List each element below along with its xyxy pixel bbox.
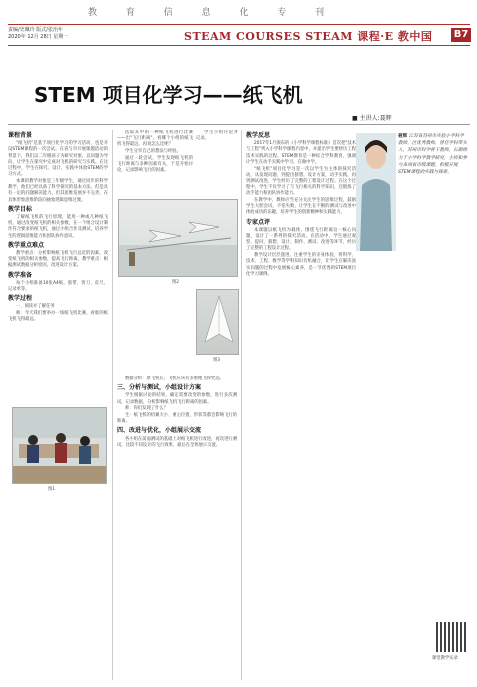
heading-background: 课程背景	[8, 132, 33, 139]
article-headline: STEM 项目化学习——纸飞机	[34, 83, 303, 107]
paragraph: 本课的教学对象是三年级学生，通过同步的科学教学，他们已经具备了科学探究的基本方法，但是具有一定的问题解决能力，但其思维发展并不完善，在具体形象思维阶段向抽象逻辑思维过渡。	[8, 178, 108, 203]
column-1	[8, 130, 108, 680]
paragraph: 学生分享自己的想法与经验。	[125, 149, 181, 155]
paragraph: 本课题以纸飞机为载体，围绕飞行距离这一核心问题，设计了一系列的探究活动。在活动中，学生通过观察、提问、猜想、设计、制作、测试、改进等环节，经历了完整的工程设计过程。	[246, 227, 356, 252]
figure-paper-plane-test	[118, 199, 238, 277]
paragraph: 在教学中，教师应当充分关注学生的思维过程，鼓励学生大胆尝试，不怕失败，让学生在不断的测试与改进中体验成功的乐趣，培养学生的创新精神和实践能力。	[246, 198, 356, 216]
paragraph: 教学设计层层递进，注重学生的亲身体验，将科学、技术、工程、数学等学科知识有机融合，让学生在解决真实问题的过程中发展核心素养，是一节优秀的STEM项目化学习课例。	[246, 253, 356, 277]
author-name: 聂辉	[398, 134, 408, 139]
masthead-rule-bottom	[8, 45, 470, 46]
masthead	[0, 0, 477, 22]
paragraph: "纸飞机"项目化学习是一次以学生为主体的探究活动，从发现问题，到提出猜想，设计方案，动手实践，再到测试改进，学生经历了完整的工程设计过程。在这个过程中，学生不仅学习了与飞行相关的科学知识，还锻炼了动手能力和团队协作能力。	[246, 166, 356, 197]
author-portrait	[356, 133, 396, 251]
heading-step4: 四、改进与优化，小组展示交流	[117, 427, 202, 435]
figure-2-caption: 图2	[172, 280, 180, 285]
paragraph: 2017年1月颁布的《小学科学课程标准》首次把"技术与工程"列入小学科学课程内容中，并提出学生要经历工程技术实践的过程。STEM教育是一种综合学科教育，强调让学生在动手实践中学习，在做中学。	[246, 141, 356, 165]
column-3	[246, 130, 356, 680]
heading-goal: 教学目标	[8, 205, 33, 213]
article-presenter: ■ 主讲人:聂辉	[352, 115, 392, 122]
author-bio	[398, 133, 468, 176]
figure-1-caption: 图1	[48, 487, 56, 492]
masthead-meta	[8, 27, 68, 41]
qr-caption: 课堂教学实录	[432, 656, 458, 661]
qr-code-icon[interactable]	[436, 622, 466, 652]
paragraph: 通过一轮尝试，学生发现纸飞机的飞行距离与多种因素有关，于是开始讨论，记录影响飞行的因素。	[117, 155, 193, 174]
column-2-side	[196, 130, 238, 190]
paragraph: "纸飞机"是基于项目化学习的学习活动，也是开设STEM课程的一次尝试。在省与市开展课题活动的背景下，我们以二年级孩子为研究对象，以问题为导向，让学生在探究中完成对飞机的研究与实践。在这过程中，学生在探究、设计、实践中体验STEM的学习方式。	[8, 141, 108, 178]
headline-rule	[8, 124, 470, 125]
paragraph: 了解纸飞机的飞行原理，能用一种或几种纸飞机，通过改变纸飞机的相关参数，在一个组合设计制作符合要求的纸飞机，通过小组合作及测试，培养学生的逻辑思维能力和团队协作意识。	[8, 214, 108, 239]
paragraph: 一、阅读并了解任务	[16, 304, 55, 310]
paragraph: 学生小组讨论并记录。	[196, 130, 238, 142]
section-title: 教 育 信 息 化 专 刊	[88, 8, 338, 18]
heading-expert-comment: 专家点评	[246, 218, 271, 226]
paragraph: 教学重点：分析影响纸飞机飞行远近的因素，改变纸飞机的相关参数，提高飞行距离。教学难点：根据测试数据分析原因，改进设计方案。	[8, 250, 108, 269]
paragraph: 每个小组准备10张A4纸，胶带、剪刀、皮尺、记录单等。	[8, 280, 108, 292]
paragraph: 学生根据讨论的结果，确定需要改变的参数，进行多次测试，记录数据，分析影响纸飞机飞行距离的因素。	[117, 393, 237, 405]
masthead-rule	[8, 24, 470, 25]
classroom-illustration	[13, 408, 107, 484]
paragraph: 选取其中的一种纸飞机进行比赛——出"飞行距离"，看哪个小组的纸飞机飞得最远，再说怎么比呢？	[117, 130, 193, 148]
heading-reflection: 教学反思	[246, 132, 271, 139]
portrait-illustration	[356, 133, 396, 251]
brand-banner: STEAM COURSES STEAM 课程·E 教中国	[184, 30, 433, 43]
figure-classroom-photo	[12, 407, 107, 484]
paragraph: 数据分析：原飞机在，飞机应该有多重地飞得更远。	[125, 376, 224, 381]
heading-step3: 三、分析与测试，小组设计方案	[117, 384, 202, 392]
column-2-lower	[117, 376, 237, 682]
paragraph: 各小组在前面测试的基础上对纸飞机进行改进，再次进行测试，比较不同设计的飞行效果，最后在全班展示交流。	[117, 436, 237, 448]
editor-line: 责编/史珮玲 版式/张治年	[8, 27, 63, 33]
figure-3-caption: 图3	[213, 358, 221, 363]
date-line: 2020年 12月 28日 星期一	[8, 34, 69, 40]
paragraph: 师：今天我们要举办一场纸飞机比赛，看谁的纸飞机飞得最远。	[8, 311, 108, 323]
author-bio-text: 江苏省苏州市实验小学科学教师，区优秀教师，曾任学科带头人、苏州市科学骨干教师。长期致力于小学科学教学研究，主持和参与多项省市级课题，积极开展STEM课程的实践与探索。	[398, 134, 467, 176]
paragraph: 师：你们发现了什么？	[125, 406, 168, 412]
paragraph: 生：纸飞机的机翼大小、重心位置、形状等都会影响飞行的距离。	[117, 413, 237, 425]
plane-closeup-illustration	[197, 290, 239, 355]
heading-prep: 教学准备	[8, 271, 33, 279]
page-number: B7	[451, 28, 471, 42]
column-divider	[112, 130, 113, 680]
heading-key: 教学重点难点	[8, 241, 45, 249]
paper-plane-illustration	[119, 200, 238, 277]
column-divider	[241, 130, 242, 680]
figure-plane-closeup	[196, 289, 239, 355]
heading-process: 教学过程	[8, 295, 33, 303]
